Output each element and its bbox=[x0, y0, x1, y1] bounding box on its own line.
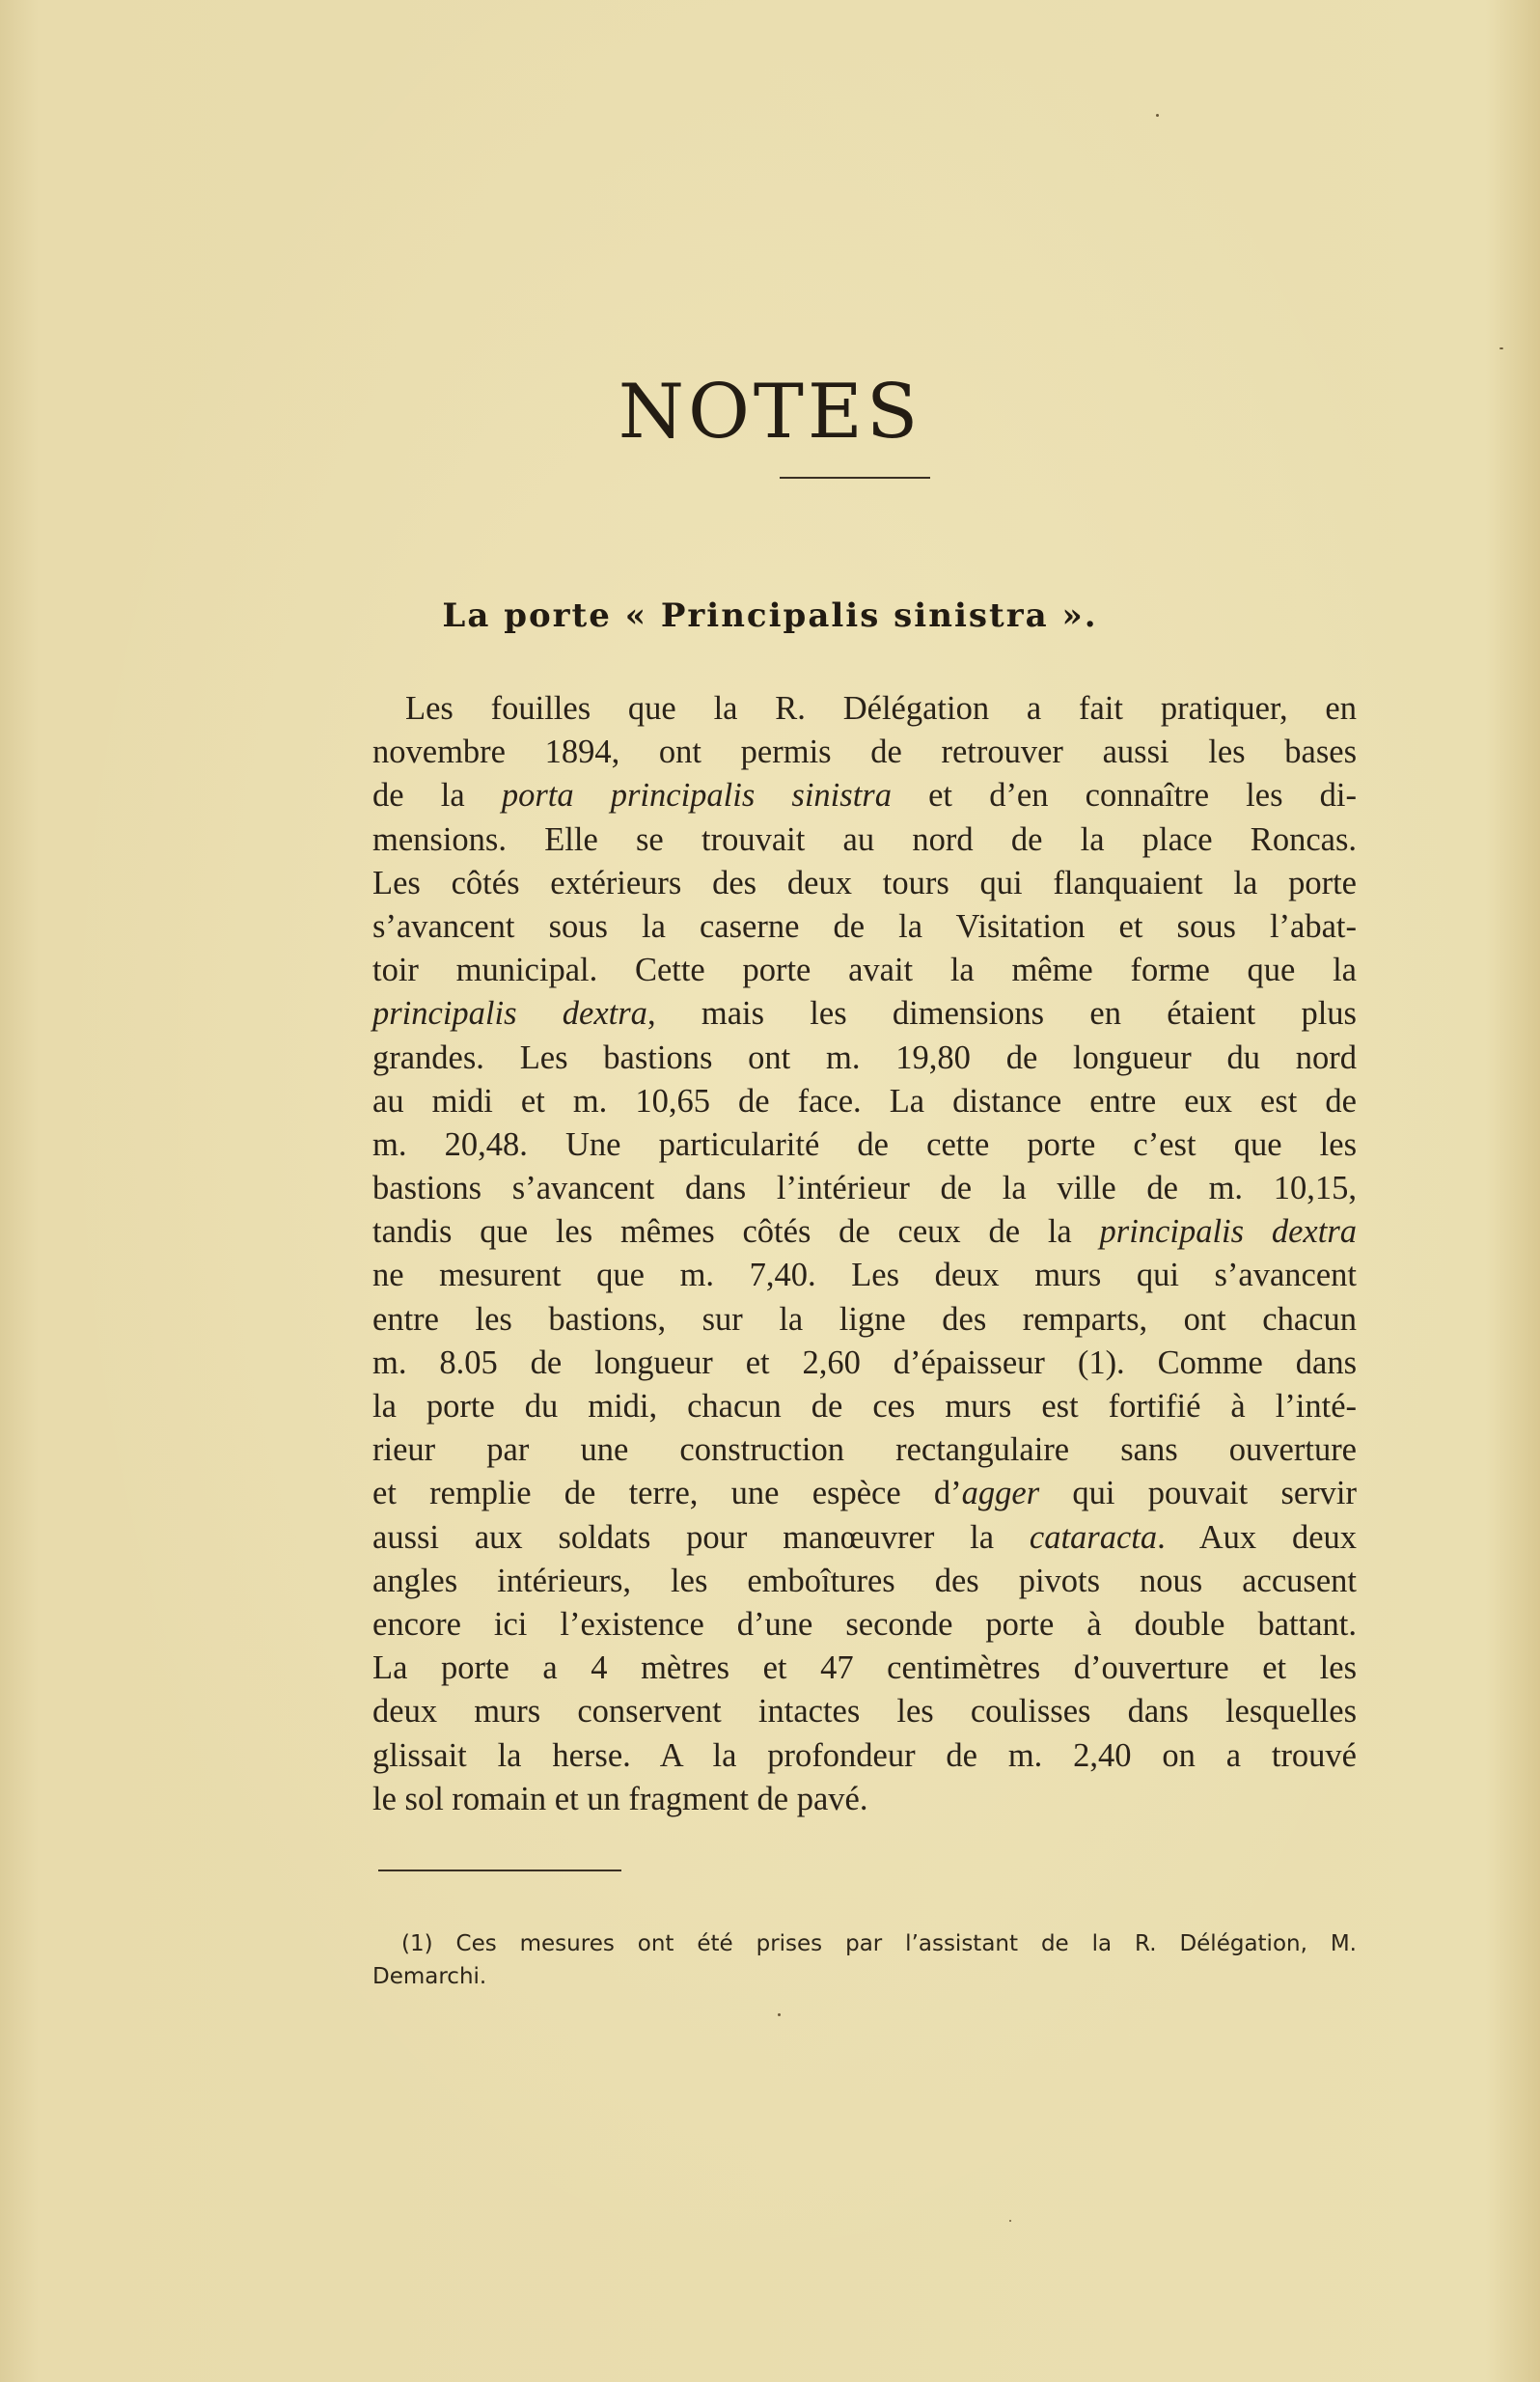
paper-speck bbox=[1156, 114, 1159, 117]
body-line: la porte du midi, chacun de ces murs est fortifié à l’inté- bbox=[372, 1388, 1357, 1425]
body-line: entre les bastions, sur la ligne des remparts, ont chacun bbox=[372, 1300, 1357, 1338]
body-line: novembre 1894, ont permis de retrouver aussi les bases bbox=[372, 734, 1357, 771]
paper-speck bbox=[1499, 347, 1503, 349]
footnote bbox=[372, 1927, 1357, 1993]
body-line: tandis que les mêmes côtés de ceux de la principalis dextra bbox=[372, 1213, 1357, 1251]
body-line: et remplie de terre, une espèce d’agger qui pouvait servir bbox=[372, 1475, 1357, 1512]
body-line: Les fouilles que la R. Délégation a fait pratiquer, en bbox=[405, 690, 1357, 727]
body-line: angles intérieurs, les emboîtures des pivots nous accusent bbox=[372, 1562, 1357, 1599]
body-line: toir municipal. Cette porte avait la même forme que la bbox=[372, 952, 1357, 989]
body-line: La porte a 4 mètres et 47 centimètres d’ouverture et les bbox=[372, 1649, 1357, 1687]
body-line: m. 8.05 de longueur et 2,60 d’épaisseur (1). Comme dans bbox=[372, 1343, 1357, 1381]
page-title: NOTES bbox=[618, 369, 922, 456]
section-heading: La porte « Principalis sinistra ». bbox=[442, 596, 1098, 635]
title-underline-rule bbox=[780, 477, 930, 479]
body-line: bastions s’avancent dans l’intérieur de la ville de m. 10,15, bbox=[372, 1170, 1357, 1207]
body-line: grandes. Les bastions ont m. 19,80 de longueur du nord bbox=[372, 1039, 1357, 1076]
body-line: m. 20,48. Une particularité de cette porte c’est que les bbox=[372, 1125, 1357, 1163]
paper-speck bbox=[1009, 2220, 1011, 2222]
body-line: mensions. Elle se trouvait au nord de la place Roncas. bbox=[372, 820, 1357, 858]
body-line: le sol romain et un fragment de pavé. bbox=[372, 1780, 868, 1817]
body-line: rieur par une construction rectangulaire sans ouverture bbox=[372, 1431, 1357, 1469]
body-line: deux murs conservent intactes les coulisses dans lesquelles bbox=[372, 1693, 1357, 1731]
paper-speck bbox=[778, 2013, 781, 2016]
body-line: encore ici l’existence d’une seconde porte à double battant. bbox=[372, 1605, 1357, 1643]
body-line: aussi aux soldats pour manœuvrer la cataracta. Aux deux bbox=[372, 1518, 1358, 1556]
body-line: glissait la herse. A la profondeur de m. 2,40 on a trouvé bbox=[372, 1736, 1357, 1774]
body-line: principalis dextra, mais les dimensions en étaient plus bbox=[372, 995, 1357, 1033]
body-line: ne mesurent que m. 7,40. Les deux murs qui s’avancent bbox=[372, 1257, 1357, 1294]
body-line: s’avancent sous la caserne de la Visitation et sous l’abat- bbox=[372, 907, 1357, 945]
footnote-separator-rule bbox=[378, 1870, 621, 1871]
body-line: de la porta principalis sinistra et d’en connaître les di- bbox=[372, 777, 1357, 815]
body-line: au midi et m. 10,65 de face. La distance entre eux est de bbox=[372, 1082, 1357, 1120]
footnote-line: Demarchi. bbox=[372, 1964, 487, 1989]
body-paragraph bbox=[372, 687, 1357, 1821]
body-line: Les côtés extérieurs des deux tours qui flanquaient la porte bbox=[372, 864, 1357, 901]
footnote-line: (1) Ces mesures ont été prises par l’assistant de la R. Délégation, M. bbox=[401, 1931, 1357, 1956]
